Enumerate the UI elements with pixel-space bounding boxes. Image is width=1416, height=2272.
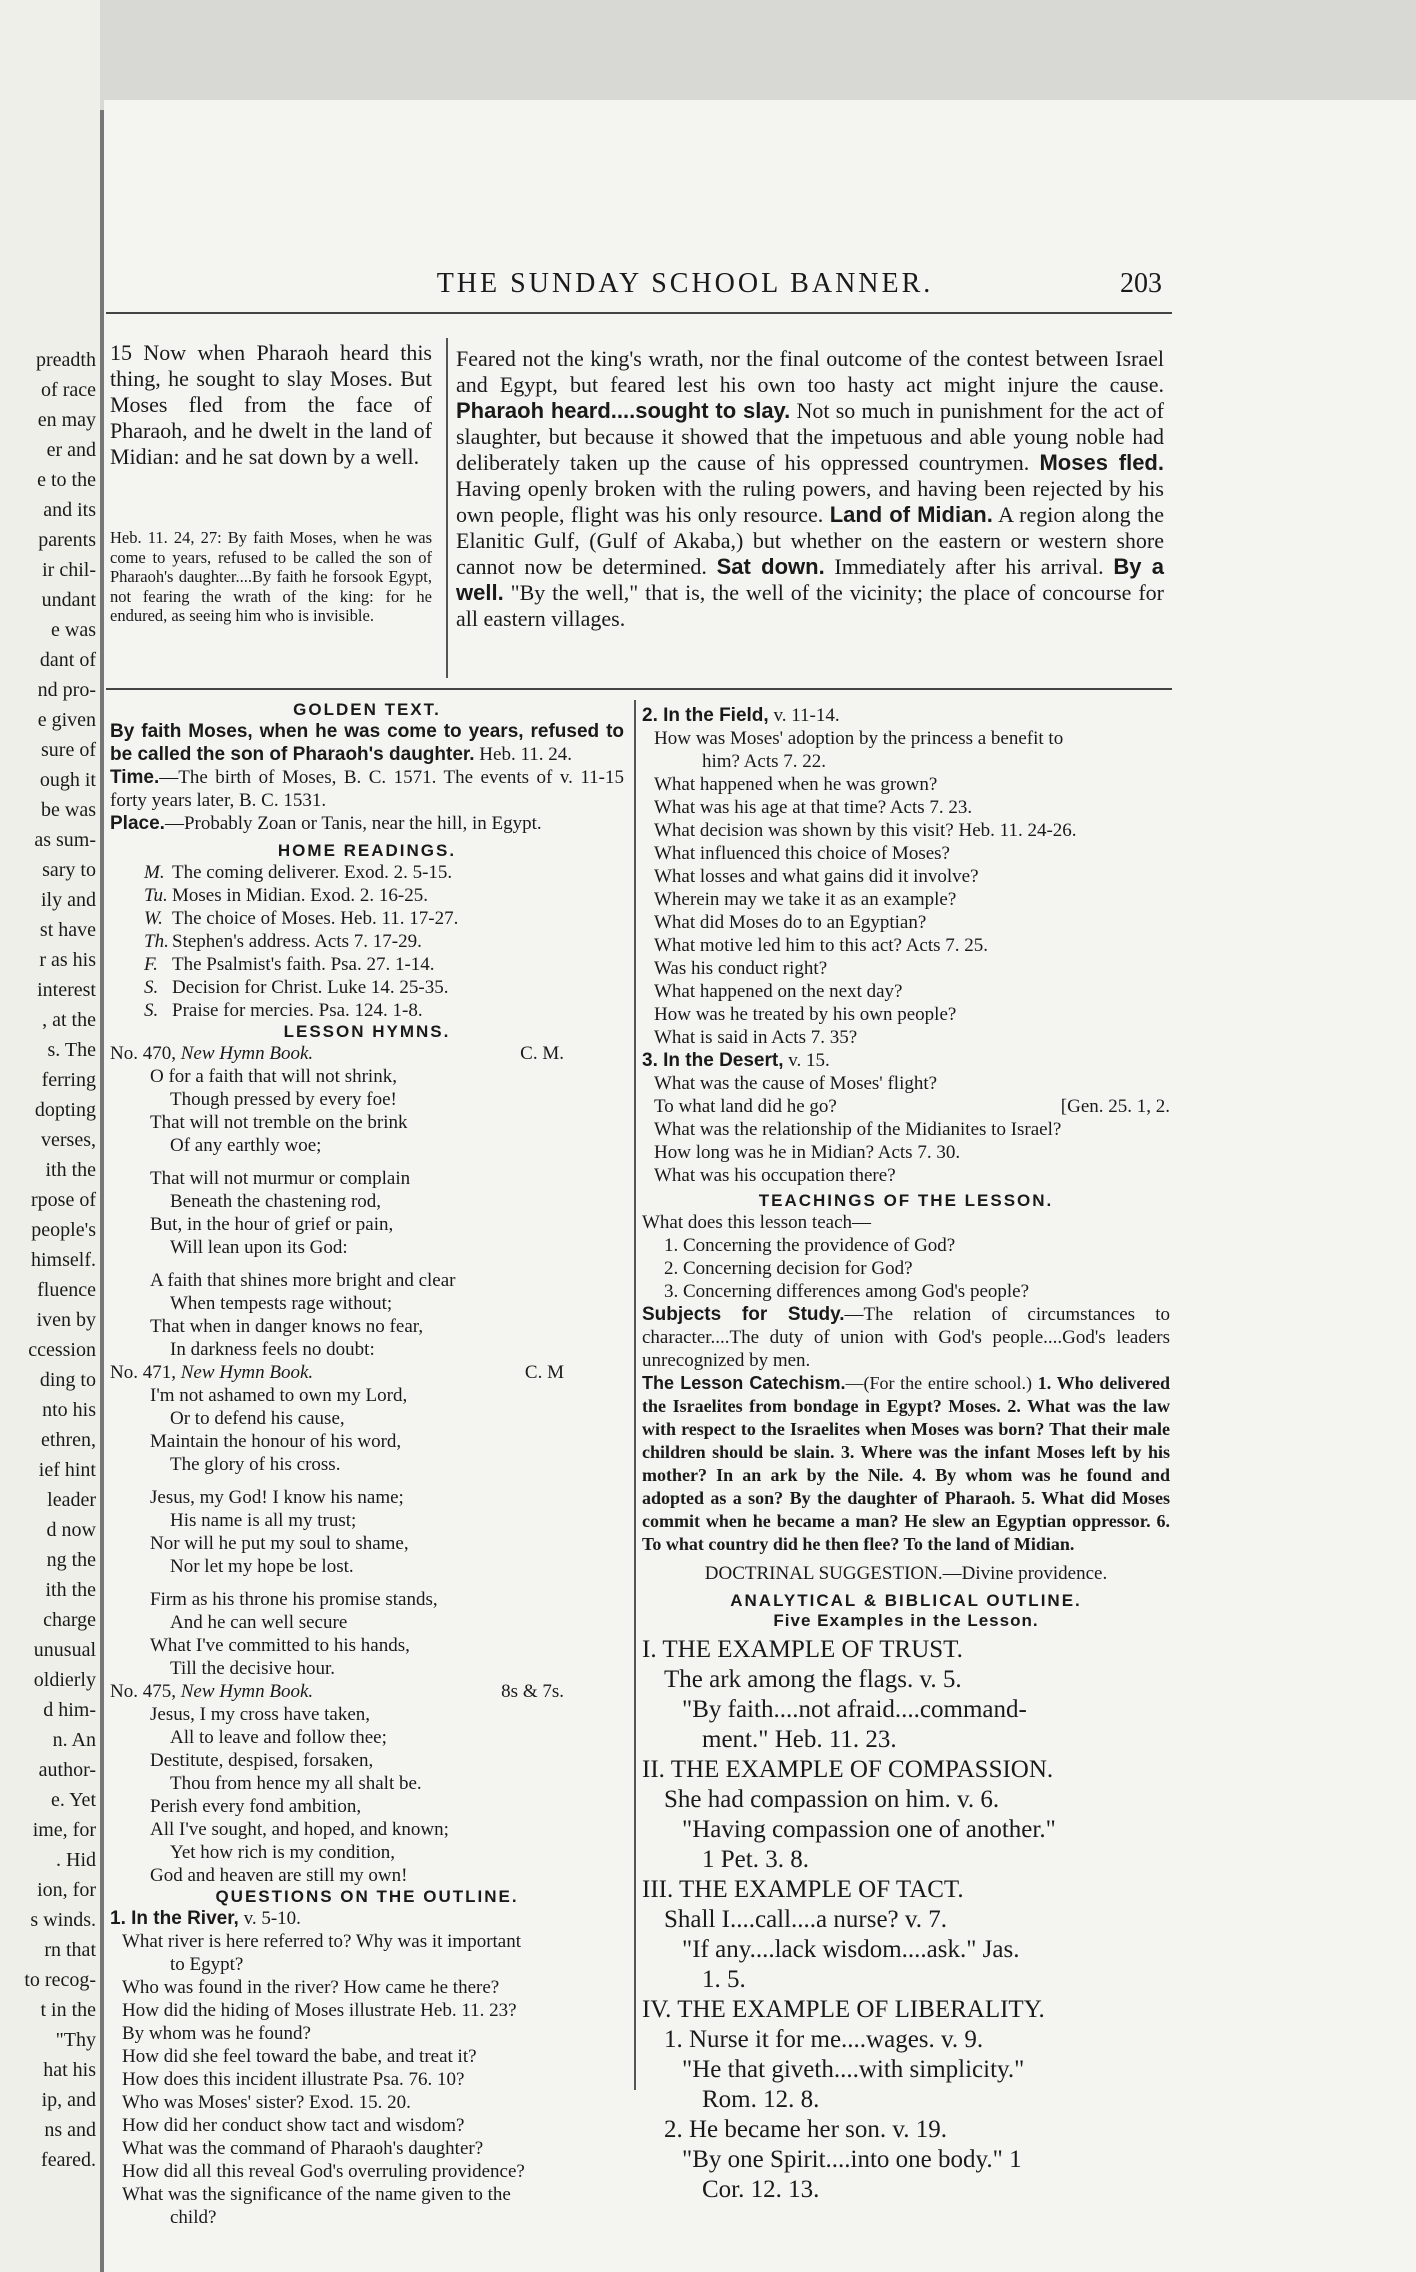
- hymn-line: Will lean upon its God:: [170, 1237, 348, 1258]
- reading-text: Stephen's address. Acts 7. 17-29.: [172, 931, 422, 952]
- hymn-line: That will not murmur or complain: [150, 1168, 411, 1189]
- teachings-heading: TEACHINGS OF THE LESSON.: [758, 1191, 1054, 1210]
- stanza-gap: [110, 1157, 624, 1167]
- facing-page-fragment: . Hid: [56, 1849, 96, 1871]
- facing-page-fragment: dopting: [34, 1099, 96, 1121]
- hymn-line: I'm not ashamed to own my Lord,: [150, 1385, 408, 1406]
- lesson-catechism: The Lesson Catechism.—(For the entire school.) 1. Who delivered the Israelites from bondage in Egypt? Moses. 2. What was the law with respect to the Israelites when Moses was born? That their male children should be slain. 3. Where was the infant Moses left by his mother? In an ark by the Nile. 4. By whom was he found and adopted as a son? By the daughter of Pharaoh. 5. What did Moses commit when he became a man? He slew an Egyptian oppressor. 6. To what country did he then flee? To the land of Midian.: [642, 1373, 1171, 1554]
- facing-page-edge: [0, 0, 100, 2272]
- outline-line: Shall I....call....a nurse? v. 7.: [664, 1906, 948, 1933]
- hymn-line: Jesus, my God! I know his name;: [150, 1487, 404, 1508]
- outline-line: "Having compassion one of another.": [682, 1816, 1056, 1843]
- scripture-reference: Heb. 11. 24, 27: By faith Moses, when he was come to years, refused to be called the son of Pharaoh's daughter....By faith he forsook Egypt, not fearing the wrath of the king: for he endured, as seeing him who is invisible.: [110, 528, 432, 625]
- commentary-segment: "By the well," that is, the well of the vicinity; the place of concourse for all eastern villages.: [456, 580, 1164, 631]
- facing-page-fragment: himself.: [31, 1249, 96, 1271]
- facing-page-fragment: ion, for: [37, 1879, 96, 1901]
- facing-page-fragment: author-: [38, 1759, 96, 1781]
- commentary-text: [456, 346, 1164, 632]
- hymn-line: Yet how rich is my condition,: [170, 1842, 396, 1863]
- hymn-line: And he can well secure: [170, 1612, 348, 1633]
- question-line: What was the cause of Moses' flight?: [654, 1073, 938, 1094]
- facing-page-fragment: n. An: [52, 1729, 96, 1751]
- hymn-line: Till the decisive hour.: [170, 1658, 336, 1679]
- outline-line: 1. Nurse it for me....wages. v. 9.: [664, 2026, 984, 2053]
- hymn-line: That when in danger knows no fear,: [150, 1316, 424, 1337]
- outline-line: I. THE EXAMPLE OF TRUST.: [642, 1636, 963, 1663]
- hymn-line: His name is all my trust;: [170, 1510, 357, 1531]
- facing-page-fragment: undant: [41, 589, 96, 611]
- hymn-line: All to leave and follow thee;: [170, 1727, 387, 1748]
- facing-page-fragment: ily and: [41, 889, 96, 911]
- outline-line: 2. He became her son. v. 19.: [664, 2116, 948, 2143]
- facing-page-fragment: fluence: [37, 1279, 96, 1301]
- reading-item: [144, 884, 624, 907]
- stanza-gap: [110, 1259, 624, 1269]
- reading-day: M.: [144, 862, 165, 883]
- hymn-line: Thou from hence my all shalt be.: [170, 1773, 422, 1794]
- time-note: Time.—The birth of Moses, B. C. 1571. The events of v. 11-15 forty years later, B. C. 1531.: [110, 767, 624, 811]
- outline-line: 1. 5.: [702, 1966, 746, 1993]
- question-line: What was his age at that time? Acts 7. 23.: [654, 797, 973, 818]
- hymn-meter: C. M.: [520, 1043, 564, 1064]
- facing-page-fragment: preadth: [36, 349, 96, 371]
- hymn-no: No. 471,: [110, 1362, 176, 1383]
- question-line: Who was Moses' sister? Exod. 15. 20.: [122, 2092, 411, 2113]
- facing-page-fragment: of race: [41, 379, 96, 401]
- reading-day: W.: [144, 908, 163, 929]
- reading-text: The coming deliverer. Exod. 2. 5-15.: [172, 862, 453, 883]
- hymn-number: [110, 1680, 313, 1703]
- hymn-line: Maintain the honour of his word,: [150, 1431, 402, 1452]
- teaching-item: 1. Concerning the providence of God?: [664, 1235, 956, 1256]
- question-line: What decision was shown by this visit? Heb. 11. 24-26.: [654, 820, 1077, 841]
- reading-text: Moses in Midian. Exod. 2. 16-25.: [172, 885, 428, 906]
- hymn-line: Nor will he put my soul to shame,: [150, 1533, 409, 1554]
- reading-item: [144, 953, 624, 976]
- question-line: child?: [170, 2207, 217, 2228]
- hymn-meter: C. M: [524, 1362, 564, 1383]
- subjects-for-study: Subjects for Study.—The relation of circumstances to character....The duty of union with God's people....God's leaders unrecognized by men.: [642, 1304, 1170, 1371]
- hymn-line: Jesus, I my cross have taken,: [150, 1704, 371, 1725]
- hymn-line: Though pressed by every foe!: [170, 1089, 397, 1110]
- outline-line: "By one Spirit....into one body." 1: [682, 2146, 1022, 2173]
- facing-page-fragment: d now: [46, 1519, 96, 1541]
- question-line: Was his conduct right?: [654, 958, 828, 979]
- top-column-rule: [446, 338, 448, 678]
- outline-line: Cor. 12. 13.: [702, 2176, 820, 2203]
- facing-page-fragment: iven by: [36, 1309, 96, 1331]
- golden-text: By faith Moses, when he was come to years, refused to be called the son of Pharaoh's daughter. Heb. 11. 24.: [110, 721, 624, 765]
- outline-line: IV. THE EXAMPLE OF LIBERALITY.: [642, 1996, 1045, 2023]
- facing-page-fragment: to recog-: [24, 1969, 96, 1991]
- question-line: How was Moses' adoption by the princess a benefit to: [654, 728, 1064, 749]
- outline-line: III. THE EXAMPLE OF TACT.: [642, 1876, 964, 1903]
- section1-questions: [110, 1930, 624, 2229]
- hymn-line: The glory of his cross.: [170, 1454, 341, 1475]
- facing-page-fragment: be was: [41, 799, 96, 821]
- question-line: What was the significance of the name given to the: [122, 2184, 511, 2205]
- hymn-number: [110, 1042, 313, 1065]
- place-note: Place.—Probably Zoan or Tanis, near the hill, in Egypt.: [110, 813, 542, 834]
- facing-page-fragment: er and: [46, 439, 96, 461]
- section3-title: 3. In the Desert, v. 15.: [642, 1050, 830, 1071]
- outline-heading: ANALYTICAL & BIBLICAL OUTLINE.: [730, 1591, 1082, 1610]
- facing-page-fragment: en may: [37, 409, 96, 431]
- facing-page-fragment: ith the: [45, 1159, 96, 1181]
- facing-page-fragment: parents: [38, 529, 96, 551]
- question-line: What was the relationship of the Midianites to Israel?: [654, 1119, 1062, 1140]
- facing-page-fragment: nto his: [42, 1399, 96, 1421]
- facing-page-fragment: ferring: [41, 1069, 96, 1091]
- reading-day: Tu.: [144, 885, 168, 906]
- home-readings-list: [110, 861, 624, 1022]
- question-line: Wherein may we take it as an example?: [654, 889, 957, 910]
- doctrinal-suggestion: DOCTRINAL SUGGESTION.—Divine providence.: [704, 1563, 1108, 1584]
- hymn-meter: 8s & 7s.: [501, 1681, 564, 1702]
- facing-page-fragment: d him-: [43, 1699, 96, 1721]
- reading-day: S.: [144, 977, 159, 998]
- reading-day: S.: [144, 1000, 159, 1021]
- outline-line: The ark among the flags. v. 5.: [664, 1666, 962, 1693]
- hymn-no: No. 475,: [110, 1681, 176, 1702]
- reading-text: The choice of Moses. Heb. 11. 17-27.: [172, 908, 459, 929]
- facing-page-fragment: ith the: [45, 1579, 96, 1601]
- reading-day: F.: [144, 954, 158, 975]
- hymn-line: Nor let my hope be lost.: [170, 1556, 354, 1577]
- facing-page-fragment: leader: [47, 1489, 96, 1511]
- question-line: How did she feel toward the babe, and treat it?: [122, 2046, 477, 2067]
- hymn-no: No. 470,: [110, 1043, 176, 1064]
- facing-page-fragment: e to the: [37, 469, 96, 491]
- question-line: What motive led him to this act? Acts 7. 25.: [654, 935, 989, 956]
- golden-text-heading: GOLDEN TEXT.: [293, 700, 441, 719]
- question-line: How long was he in Midian? Acts 7. 30.: [654, 1142, 961, 1163]
- facing-page-fragment: ief hint: [38, 1459, 96, 1481]
- question-line: What river is here referred to? Why was it important: [122, 1931, 522, 1952]
- facing-page-fragment: ime, for: [32, 1819, 96, 1841]
- hymn-line: A faith that shines more bright and clear: [150, 1270, 456, 1291]
- scripture-verse: 15 Now when Pharaoh heard this thing, he sought to slay Moses. But Moses fled from the face of Pharaoh, and he dwelt in the land of Midian: and he sat down by a well.: [110, 340, 432, 469]
- hymn-line: O for a faith that will not shrink,: [150, 1066, 397, 1087]
- facing-page-fragment: sary to: [42, 859, 96, 881]
- facing-page-fragment: people's: [31, 1219, 96, 1241]
- question-line: What happened when he was grown?: [654, 774, 938, 795]
- facing-page-fragment: , at the: [42, 1009, 96, 1031]
- hymn-header: [110, 1042, 624, 1065]
- hymn-line: What I've committed to his hands,: [150, 1635, 410, 1656]
- outline-line: ment." Heb. 11. 23.: [702, 1726, 897, 1753]
- question-line: What influenced this choice of Moses?: [654, 843, 950, 864]
- facing-page-fragment: rpose of: [31, 1189, 96, 1211]
- commentary-segment: Land of Midian.: [829, 502, 993, 527]
- facing-page-fragment: st have: [39, 919, 96, 941]
- hymn-header: [110, 1680, 624, 1703]
- reading-day: Th.: [144, 931, 169, 952]
- lesson-hymns-heading: LESSON HYMNS.: [283, 1022, 451, 1041]
- reading-item: [144, 976, 624, 999]
- genesis-ref: [Gen. 25. 1, 2.: [1060, 1096, 1170, 1117]
- facing-page-fragment: sure of: [41, 739, 96, 761]
- section-rule: [106, 688, 1172, 690]
- hymn-line: Perish every fond ambition,: [150, 1796, 362, 1817]
- reading-item: [144, 999, 624, 1022]
- commentary-segment: Pharaoh heard....sought to slay.: [456, 398, 791, 423]
- questions-heading: QUESTIONS ON THE OUTLINE.: [215, 1887, 519, 1906]
- commentary-segment: Sat down.: [716, 554, 825, 579]
- commentary-segment: Not so much in punishment for the act of slaughter, but because it showed that the impetuous and able young noble had deliberately taken up the cause of his oppressed countrymen.: [456, 398, 1164, 475]
- facing-page-fragment: e was: [51, 619, 96, 641]
- left-column: [110, 700, 624, 2229]
- facing-page-fragment: e given: [37, 709, 96, 731]
- page-number: 203: [1120, 268, 1162, 299]
- hymn-book: New Hymn Book.: [180, 1362, 314, 1383]
- question-line: Who was found in the river? How came he there?: [122, 1977, 500, 1998]
- facing-page-fragment: dant of: [39, 649, 96, 671]
- hymn-line: Firm as his throne his promise stands,: [150, 1589, 438, 1610]
- question-line: What was the command of Pharaoh's daughter?: [122, 2138, 484, 2159]
- facing-page-fragment: ip, and: [41, 2089, 96, 2111]
- home-readings-heading: HOME READINGS.: [277, 841, 457, 860]
- facing-page-fragment: hat his: [43, 2059, 96, 2081]
- question-line: To what land did he go?: [654, 1096, 837, 1117]
- facing-page-fragment: feared.: [41, 2149, 96, 2171]
- reading-item: [144, 861, 624, 884]
- outline-line: II. THE EXAMPLE OF COMPASSION.: [642, 1756, 1054, 1783]
- running-header: THE SUNDAY SCHOOL BANNER.: [436, 268, 934, 299]
- facing-page-fragment: interest: [37, 979, 96, 1001]
- reading-item: [144, 930, 624, 953]
- question-line: How did her conduct show tact and wisdom?: [122, 2115, 465, 2136]
- hymn-line: When tempests rage without;: [170, 1293, 393, 1314]
- reading-text: Decision for Christ. Luke 14. 25-35.: [172, 977, 449, 998]
- outline-line: She had compassion on him. v. 6.: [664, 1786, 1000, 1813]
- question-line: How did the hiding of Moses illustrate Heb. 11. 23?: [122, 2000, 517, 2021]
- teachings-intro: What does this lesson teach—: [642, 1212, 872, 1233]
- facing-page-fragment: oldierly: [33, 1669, 96, 1691]
- commentary-segment: Having openly broken with the ruling powers, and having been rejected by his own people, flight was his only resource.: [456, 476, 1164, 527]
- hymn-line: But, in the hour of grief or pain,: [150, 1214, 394, 1235]
- reading-text: Praise for mercies. Psa. 124. 1-8.: [172, 1000, 423, 1021]
- hymn-book: New Hymn Book.: [180, 1681, 314, 1702]
- stanza-gap: [110, 1476, 624, 1486]
- hymn-line: God and heaven are still my own!: [150, 1865, 408, 1886]
- facing-page-fragment: "Thy: [55, 2029, 96, 2051]
- facing-page-fragment: ccession: [28, 1339, 96, 1361]
- commentary-segment: A region along the Elanitic Gulf, (Gulf of Akaba,) but whether on the eastern or western shore cannot now be determined.: [456, 502, 1164, 579]
- question-line: What was his occupation there?: [654, 1165, 896, 1186]
- facing-page-fragment: verses,: [41, 1129, 96, 1151]
- section1-title: 1. In the River, v. 5-10.: [110, 1908, 301, 1929]
- commentary-segment: Feared not the king's wrath, nor the final outcome of the contest between Israel and Egypt, but feared lest his own too hasty act might injure the cause.: [456, 346, 1164, 397]
- outline-line: 1 Pet. 3. 8.: [702, 1846, 809, 1873]
- facing-page-fragment: s. The: [47, 1039, 96, 1061]
- reading-item: [144, 907, 624, 930]
- header-rule: [106, 312, 1172, 314]
- reading-text: The Psalmist's faith. Psa. 27. 1-14.: [172, 954, 435, 975]
- question-line: How did all this reveal God's overruling providence?: [122, 2161, 525, 2182]
- facing-page-fragment: nd pro-: [37, 679, 96, 701]
- question-line: to Egypt?: [170, 1954, 244, 1975]
- hymn-line: Destitute, despised, forsaken,: [150, 1750, 374, 1771]
- facing-page-fragment: ding to: [39, 1369, 96, 1391]
- commentary-segment: By a well.: [456, 554, 1164, 605]
- outline-subheading: Five Examples in the Lesson.: [773, 1611, 1039, 1630]
- facing-page-fragment: s winds.: [30, 1909, 96, 1931]
- facing-page-fragment: e. Yet: [50, 1789, 96, 1811]
- question-line: What losses and what gains did it involve?: [654, 866, 979, 887]
- section2-questions: [642, 727, 1170, 1049]
- hymn-book: New Hymn Book.: [180, 1043, 314, 1064]
- question-line: What did Moses do to an Egyptian?: [654, 912, 927, 933]
- outline-line: "He that giveth....with simplicity.": [682, 2056, 1025, 2083]
- teachings-list: [642, 1234, 1170, 1303]
- question-line: him? Acts 7. 22.: [702, 751, 827, 772]
- outline-line: Rom. 12. 8.: [702, 2086, 820, 2113]
- hymn-line: Of any earthly woe;: [170, 1135, 322, 1156]
- facing-page-fragment: ethren,: [41, 1429, 96, 1451]
- outline-list: [642, 1635, 1170, 2205]
- hymn-line: Or to defend his cause,: [170, 1408, 345, 1429]
- teaching-item: 3. Concerning differences among God's people?: [664, 1281, 1030, 1302]
- commentary-segment: Moses fled.: [1039, 450, 1164, 475]
- facing-page-fragment: rn that: [44, 1939, 96, 1961]
- facing-page-fragment: ough it: [39, 769, 96, 791]
- section2-title: 2. In the Field, v. 11-14.: [642, 705, 840, 726]
- hymn-header: [110, 1361, 624, 1384]
- facing-page-fragment: ir chil-: [42, 559, 96, 581]
- question-line: How does this incident illustrate Psa. 76. 10?: [122, 2069, 465, 2090]
- facing-page-fragment: as sum-: [34, 829, 96, 851]
- hymn-number: [110, 1361, 313, 1384]
- facing-page-fragment: r as his: [39, 949, 96, 971]
- outline-line: "By faith....not afraid....command-: [682, 1696, 1027, 1723]
- commentary-segment: Immediately after his arrival.: [824, 554, 1114, 579]
- stanza-gap: [110, 1578, 624, 1588]
- facing-page-fragment: charge: [43, 1609, 96, 1631]
- hymn-line: That will not tremble on the brink: [150, 1112, 408, 1133]
- hymn-line: Beneath the chastening rod,: [170, 1191, 382, 1212]
- question-line: How was he treated by his own people?: [654, 1004, 957, 1025]
- facing-page-fragment: t in the: [40, 1999, 96, 2021]
- facing-page-fragment: and its: [43, 499, 96, 521]
- question-line: What happened on the next day?: [654, 981, 903, 1002]
- teaching-item: 2. Concerning decision for God?: [664, 1258, 913, 1279]
- hymn-line: All I've sought, and hoped, and known;: [150, 1819, 449, 1840]
- facing-page-fragment: ng the: [46, 1549, 96, 1571]
- right-column: [642, 704, 1170, 2205]
- question-line: By whom was he found?: [122, 2023, 311, 2044]
- hymn-line: In darkness feels no doubt:: [170, 1339, 375, 1360]
- section3-questions: [642, 1072, 1170, 1187]
- question-line: What is said in Acts 7. 35?: [654, 1027, 858, 1048]
- outline-line: "If any....lack wisdom....ask." Jas.: [682, 1936, 1020, 1963]
- lower-column-rule: [634, 700, 636, 2090]
- facing-page-fragment: ns and: [44, 2119, 96, 2141]
- lesson-hymns: [110, 1042, 624, 1887]
- facing-page-fragment: unusual: [33, 1639, 96, 1661]
